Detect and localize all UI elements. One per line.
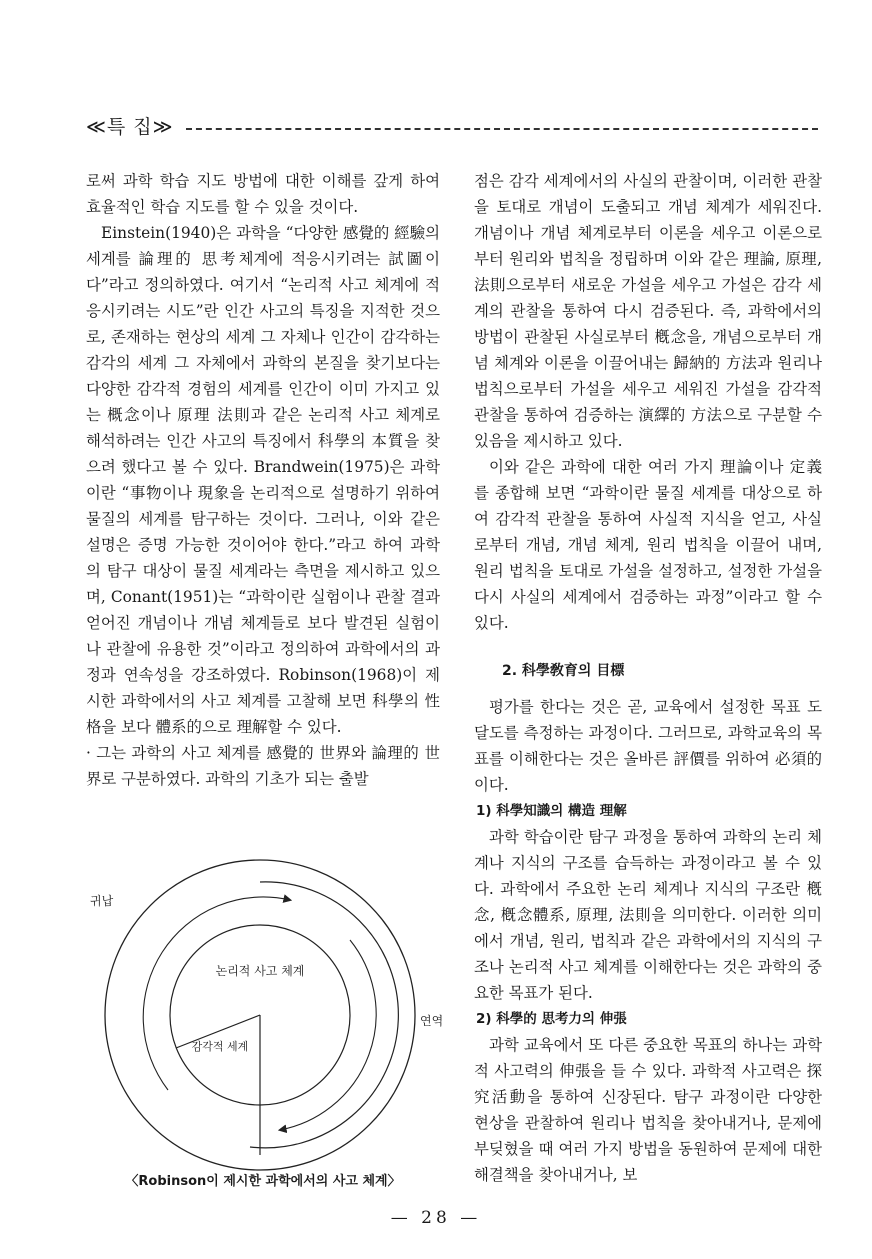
inner-label: 논리적 사고 체계 [215,964,305,978]
right-paragraph-1: 점은 감각 세계에서의 사실의 관찰이며, 이러한 관찰을 토대로 개념이 도출되고 개념 체계가 세워진다. 개념이나 개념 체계로부터 이론을 세우고 이론으로부터 원리와 법칙을 정립하며 이와 같은 理論, 原理, 法則으로부터 새로운 가설을 세우고 가설은 감각 세계의 관찰을 통하여 다시 검증된다. 즉, 과학에서의 방법이 관찰된 사실로부터 槪念을, 개념으로부터 개념 체계와 이론을 이끌어내는 歸納的 方法과 원리나 법칙으로부터 가설을 세우고 세워진 가설을 감각적 관찰을 통하여 검증하는 演繹的 方法으로 구분할 수 있음을 제시하고 있다. [474,172,822,450]
header-rule [186,128,818,130]
right-column [474,168,822,1188]
left-paragraph-1: 로써 과학 학습 지도 방법에 대한 이해를 갚게 하여 효율적인 학습 지도를 할 수 있을 것이다. [86,172,440,216]
figure-caption: 〈Robinson이 제시한 과학에서의 사고 체계〉 [125,1174,401,1189]
section-2-paragraph: 평가를 한다는 것은 곧, 교육에서 설정한 목표 도달도를 측정하는 과정이다. 그러므로, 과학교육의 목표를 이해한다는 것은 올바른 評價를 위하여 必須的이다. [474,698,822,794]
section-2-title: 2. 科學敎育의 目標 [502,663,625,679]
deduction-label: 연역 [420,1014,444,1028]
diagram-svg [80,850,444,1170]
section-header [86,112,818,142]
sensory-label: 감각적 세계 [191,1040,249,1053]
left-column [86,168,440,792]
right-paragraph-2: 이와 같은 과학에 대한 여러 가지 理論이나 定義를 종합해 보면 “과학이란 물질 세계를 대상으로 하여 감각적 관찰을 통하여 사실적 지식을 얻고, 사실로부터 개념, 개념 체계, 원리 법칙을 이끌어 내며, 원리 법칙을 토대로 가설을 설정하고, 설정한 가설을 다시 사실의 세계에서 검증하는 과정”이라고 할 수 있다. [474,458,822,632]
header-title: ≪특 집≫ [86,116,174,138]
subsection-1-title: 1) 科學知識의 構造 理解 [476,803,627,819]
subsection-2-title: 2) 科學的 思考力의 伸張 [476,1011,627,1027]
subsection-2-paragraph: 과학 교육에서 또 다른 중요한 목표의 하나는 과학적 사고력의 伸張을 들 수 있다. 과학적 사고력은 探究活動을 통하여 신장된다. 탐구 과정이란 다양한 현상을 관찰하여 원리나 법칙을 찾아내거나, 문제에 부딪혔을 때 여러 가지 방법을 동원하여 문제에 대한 해결책을 찾아내거나, 보 [474,1036,822,1184]
page-number: — 28 — [390,1208,482,1228]
induction-label: 귀납 [90,894,114,908]
subsection-1-paragraph: 과학 학습이란 탐구 과정을 통하여 과학의 논리 체계나 지식의 구조를 습득하는 과정이라고 볼 수 있다. 과학에서 주요한 논리 체계나 지식의 구조란 槪念, 槪念體系, 原理, 法則을 의미한다. 이러한 의미에서 개념, 원리, 법칙과 같은 과학에서의 지식의 구조나 논리적 사고 체계를 이해한다는 것은 과학의 중요한 목표가 된다. [474,828,822,1002]
robinson-diagram [80,850,444,1170]
left-paragraph-2: Einstein(1940)은 과학을 “다양한 感覺的 經驗의 세계를 論理的 思考체계에 적응시키려는 試圖이다”라고 정의하였다. 여기서 “논리적 사고 체계에 적응시키려는 시도”란 인간 사고의 특징을 지적한 것으로, 존재하는 현상의 세계 그 자체나 인간이 감각하는 감각의 세계 그 자체에서 과학의 본질을 찾기보다는 다양한 감각적 경험의 세계를 인간이 이미 가지고 있는 概念이나 原理 法則과 같은 논리적 사고 체계로 해석하려는 인간 사고의 특징에서 科學의 本質을 찾으려 했다고 볼 수 있다. Brandwein(1975)은 과학이란 “事物이나 現象을 논리적으로 설명하기 위하여 물질의 세계를 탐구하는 것이다. 그러나, 이와 같은 설명은 증명 가능한 것이어야 한다.”라고 하여 과학의 탐구 대상이 물질 세계라는 측면을 제시하고 있으며, Conant(1951)는 “과학이란 실험이나 관찰 결과 얻어진 개념이나 개념 체계들로 보다 발견된 실험이나 관찰에 유용한 것”이라고 정의하여 과학에서의 과정과 연속성을 강조하였다. Robinson(1968)이 제시한 과학에서의 사고 체계를 고찰해 보면 科學의 性格을 보다 體系的으로 理解할 수 있다. [86,224,440,736]
left-paragraph-3: · 그는 과학의 사고 체계를 感覺的 世界와 論理的 世界로 구분하였다. 과학의 기초가 되는 출발 [86,744,440,788]
